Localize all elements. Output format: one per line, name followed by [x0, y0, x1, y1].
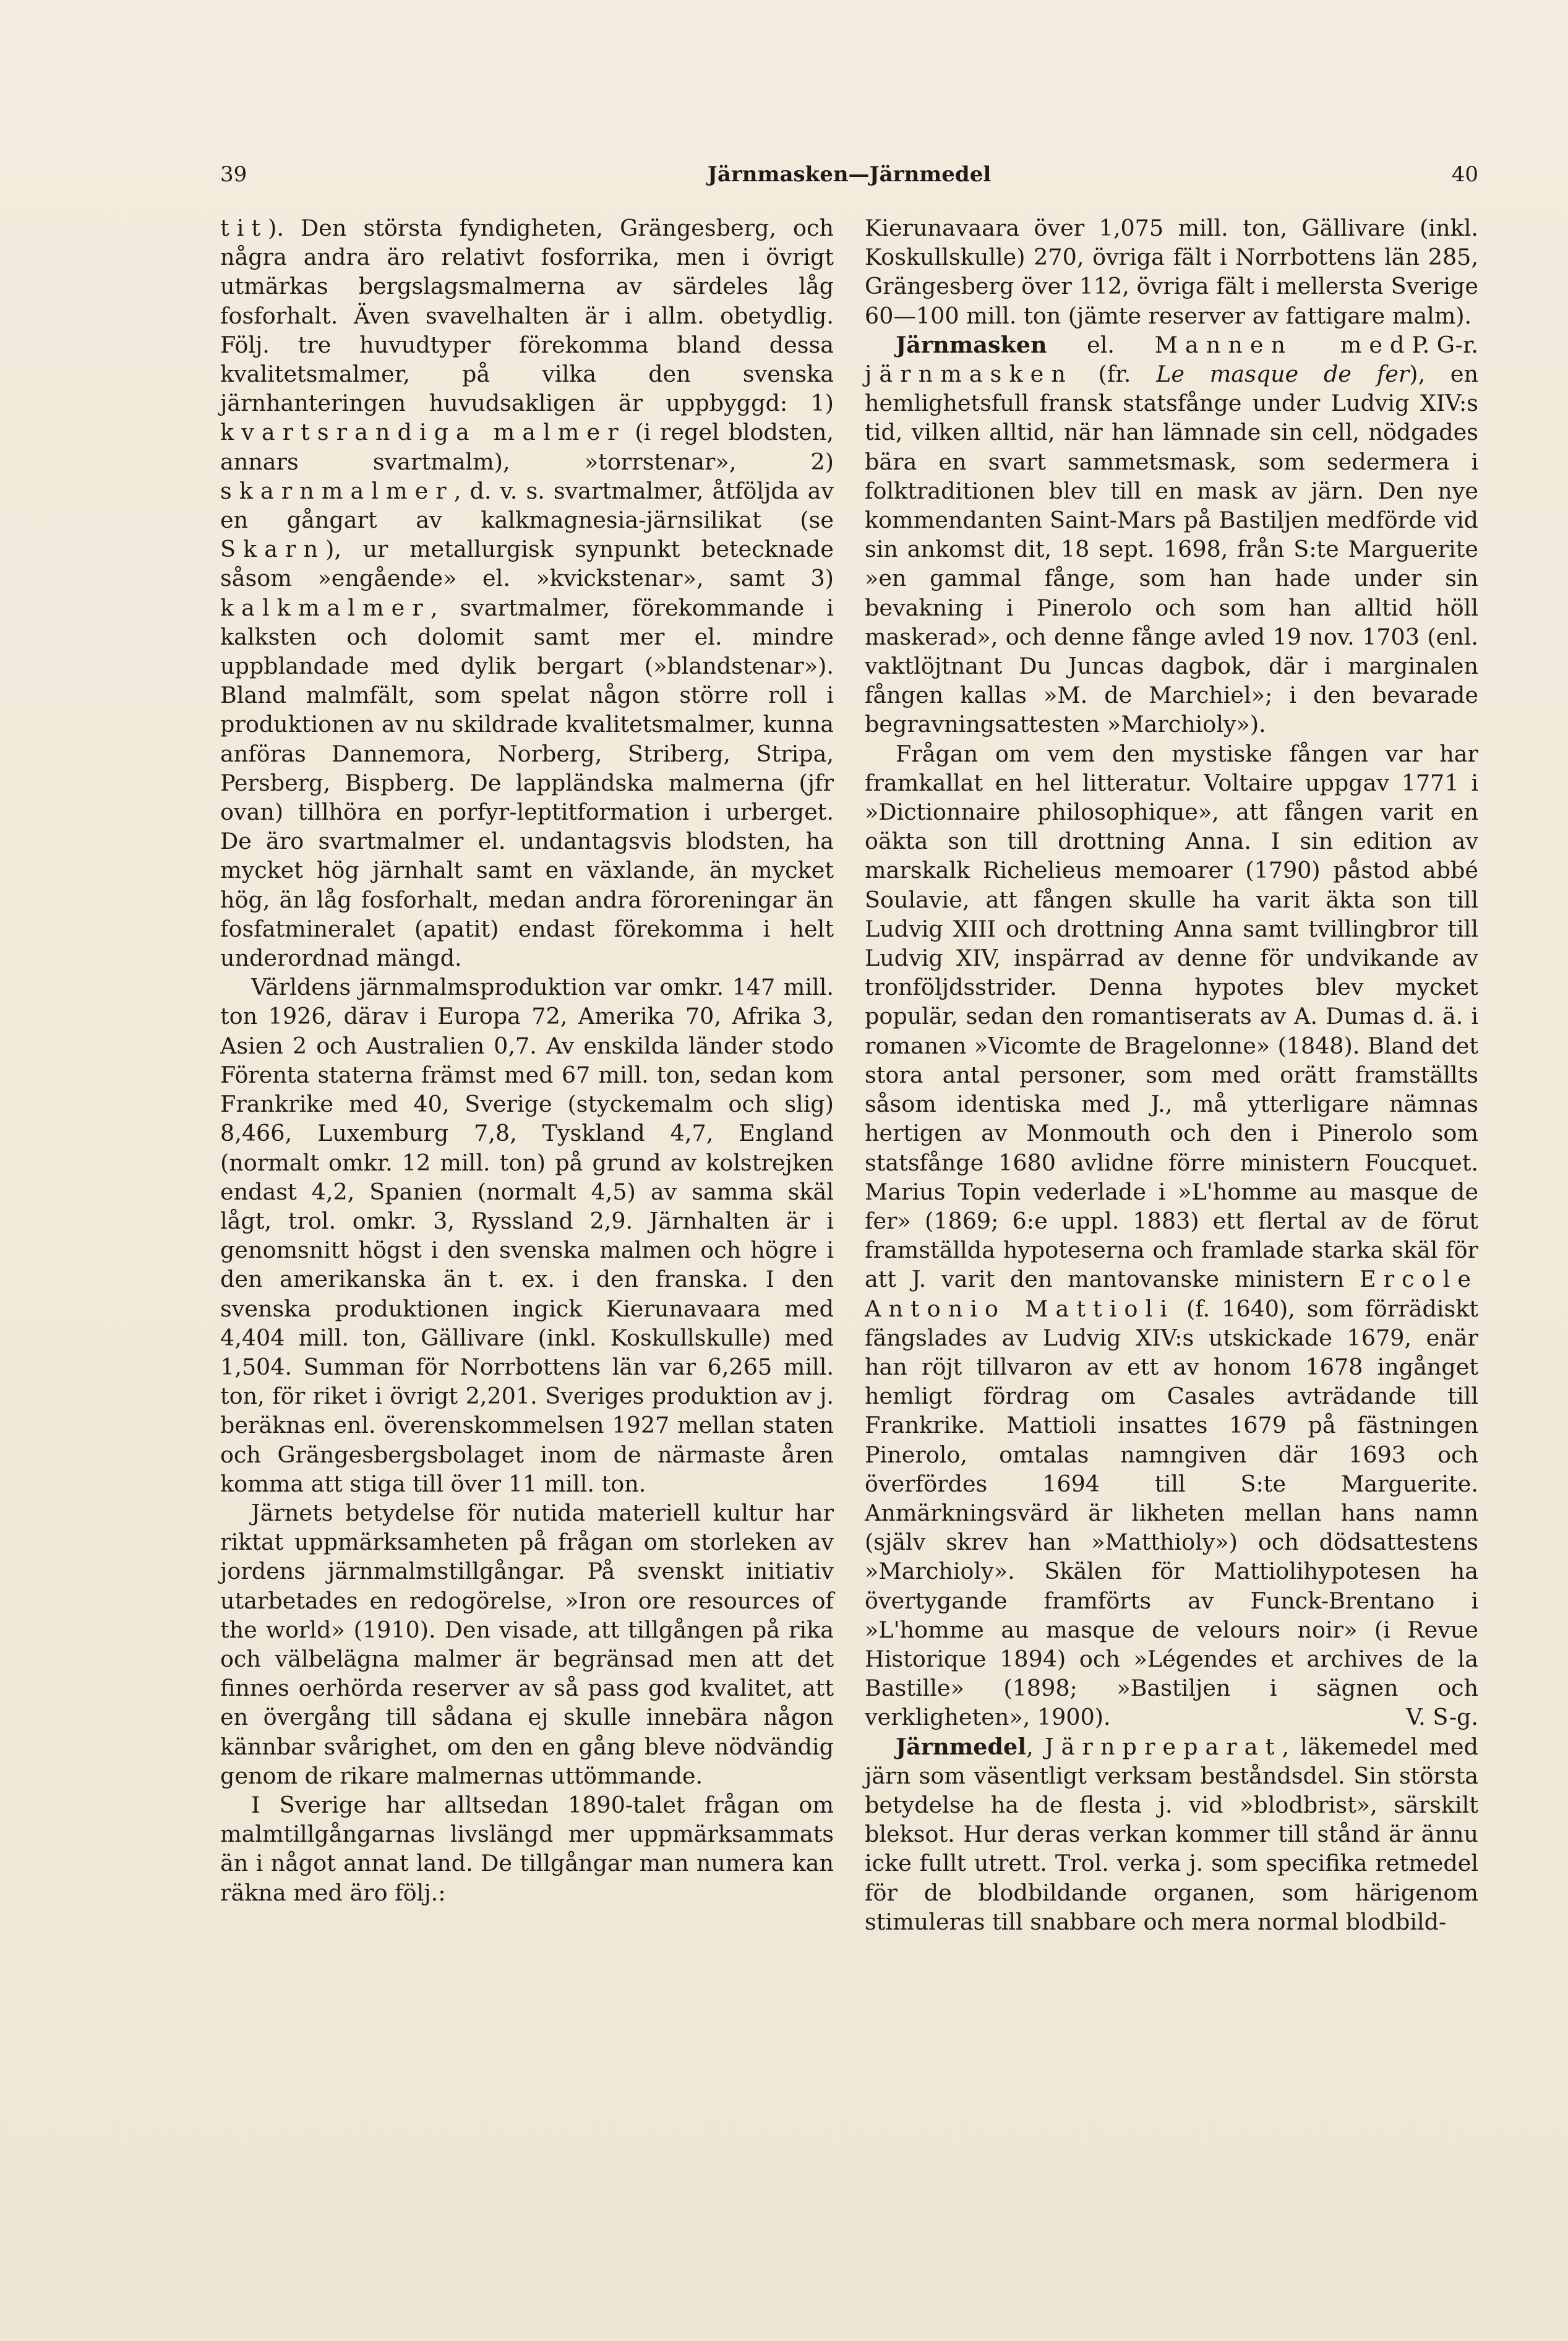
left-column: [220, 213, 834, 1907]
running-header: [220, 162, 1478, 193]
entry-headword: Järnmasken: [896, 331, 1047, 358]
paragraph-world-production: Världens järnmalmsproduktion var omkr. 147 mill. ton 1926, därav i Europa 72, Amerika 70, Afrika 3, Asien 2 och Australien 0,7. Av enskilda länder stodo Förenta staterna främst med 67 mill. ton, sedan kom Frankrike med 40, Sverige (styckemalm och slig) 8,466, Luxemburg 7,8, Tyskland 4,7, England (normalt omkr. 12 mill. ton) på grund av kolstrejken endast 4,2, Spanien (normalt 4,5) av samma skäl lågt, trol. omkr. 3, Ryssland 2,9. Järnhalten är i genomsnitt högst i den svenska malmen och högre i den amerikanska än t. ex. i den franska. I den svenska produktionen ingick Kierunavaara med 4,404 mill. ton, Gällivare (inkl. Koskullskulle) med 1,504. Summan för Norrbottens län var 6,265 mill. ton, för riket i övrigt 2,201. Sveriges produktion av j. beräknas enl. överenskommelsen 1927 mellan staten och Grängesbergsbolaget inom de närmaste åren komma att stiga till över 11 mill. ton.: [220, 974, 834, 1497]
paragraph-reserves-continued: Kierunavaara över 1,075 mill. ton, Gällivare (inkl. Koskullskulle) 270, övriga fält i Norrbottens län 285, Grängesberg över 112, övriga fält i mellersta Sverige 60—100 mill. ton (jämte reserver av fattigare malm). P. G-r.: [865, 213, 1478, 330]
paragraph-swedish-reserves: I Sverige har alltsedan 1890-talet frågan om malmtillgångarnas livslängd mer uppmärksammats än i något annat land. De tillgångar man numera kan räkna med äro följ.:: [220, 1791, 834, 1906]
paragraph-iron-significance: Järnets betydelse för nutida materiell kultur har riktat uppmärksamheten på frågan om storleken av jordens järnmalmstillgångar. På svenskt initiativ utarbetades en redogörelse, »Iron ore resources of the world» (1910). Den visade, att tillgången på rika och välbelägna malmer är begränsad men att det finnes oerhörda reserver av så pass god kvalitet, att en övergång till sådana ej skulle innebära någon kännbar svårighet, om den en gång bleve nödvändig genom de rikare malmernas uttömmande.: [220, 1499, 834, 1789]
entry-jarnmasken: Järnmasken el. Mannen med järnmasken (fr. Le masque de fer), en hemlighetsfull fransk statsfånge under Ludvig XIV:s tid, vilken alltid, när han lämnade sin cell, nödgades bära en svart sammetsmask, som sedermera i folktraditionen blev till en mask av järn. Den nye kommendanten Saint-Mars på Bastiljen medförde vid sin ankomst dit, 18 sept. 1698, från S:te Marguerite »en gammal fånge, som han hade under sin bevakning i Pinerolo och som han alltid höll maskerad», och denne fånge avled 19 nov. 1703 (enl. vaktlöjtnant Du Juncas dagbok, där i marginalen fången kallas »M. de Marchiel»; i den bevarade begravningsattesten »Marchioly»).: [865, 331, 1478, 738]
entry-jarnmedel: Järnmedel, Järnpreparat, läkemedel med järn som väsentligt verksam beståndsdel. Sin största betydelse ha de flesta j. vid »blodbrist», särskilt bleksot. Hur deras verkan kommer till stånd är ännu icke fullt utrett. Trol. verka j. som specifika retmedel för de blodbildande organen, som härigenom stimuleras till snabbare och mera normal blodbild-: [865, 1733, 1478, 1935]
running-title: Järnmasken—Järnmedel: [707, 162, 992, 187]
page-number-right: 40: [1451, 162, 1478, 187]
paragraph-ore-types: tit). Den största fyndigheten, Grängesberg, och några andra äro relativt fosforrika, men i övrigt utmärkas bergslagsmalmerna av särdeles låg fosforhalt. Även svavelhalten är i allm. obetydlig. Följ. tre huvudtyper förekomma bland dessa kvalitetsmalmer, på vilka den svenska järnhanteringen huvudsakligen är uppbyggd: 1) kvartsrandiga malmer (i regel blodsten, annars svartmalm), »torrstenar», 2) skarnmalmer, d. v. s. svartmalmer, åtföljda av en gångart av kalkmagnesia-järnsilikat (se Skarn), ur metallurgisk synpunkt betecknade såsom »engående» el. »kvickstenar», samt 3) kalkmalmer, svartmalmer, förekommande i kalksten och dolomit samt mer el. mindre uppblandade med dylik bergart (»blandstenar»). Bland malmfält, som spelat någon större roll i produktionen av nu skildrade kvalitetsmalmer, kunna anföras Dannemora, Norberg, Striberg, Stripa, Persberg, Bispberg. De lappländska malmerna (jfr ovan) tillhöra en porfyr-leptitformation i urberget. De äro svartmalmer el. undantagsvis blodsten, ha mycket hög järnhalt samt en växlande, än mycket hög, än låg fosforhalt, medan andra föroreningar än fosfatmineralet (apatit) endast förekomma i helt underordnad mängd.: [220, 215, 834, 972]
entry-headword: Järnmedel: [896, 1733, 1027, 1760]
paragraph-prisoner-identity: Frågan om vem den mystiske fången var har framkallat en hel litteratur. Voltaire uppgav 1771 i »Dictionnaire philosophique», att fången varit en oäkta son till drottning Anna. I sin edition av marskalk Richelieus memoarer (1790) påstod abbé Soulavie, att fången skulle ha varit äkta son till Ludvig XIII och drottning Anna samt tvillingbror till Ludvig XIV, inspärrad av denne för undvikande av tronföljdsstrider. Denna hypotes blev mycket populär, sedan den romantiserats av A. Dumas d. ä. i romanen »Vicomte de Bragelonne» (1848). Bland det stora antal personer, som med orätt framställts såsom identiska med J., må ytterligare nämnas hertigen av Monmouth och den i Pinerolo som statsfånge 1680 avlidne förre ministern Foucquet. Marius Topin vederlade i »L'homme au masque de fer» (1869; 6:e uppl. 1883) ett flertal av de förut framställda hypoteserna och framlade starka skäl för att J. varit den mantovanske ministern Ercole Antonio Mattioli (f. 1640), som förrädiskt fängslades av Ludvig XIV:s utskickade 1679, enär han röjt tillvaron av ett av honom 1678 ingånget hemligt fördrag om Casales avträdande till Frankrike. Mattioli insattes 1679 på fästningen Pinerolo, omtalas namngiven där 1693 och överfördes 1694 till S:te Marguerite. Anmärkningsvärd är likheten mellan hans namn (själv skrev han »Matthioly») och dödsattestens »Marchioly». Skälen för Mattiolihypotesen ha övertygande framförts av Funck-Brentano i »L'homme au masque de velours noir» (i Revue Historique 1894) och »Légendes et archives de la Bastille» (1898; »Bastiljen i sägnen och verkligheten», 1900). V. S-g.: [865, 739, 1478, 1732]
right-column: [865, 213, 1478, 1936]
author-signature: V. S-g.: [1406, 1704, 1478, 1731]
page-number-left: 39: [220, 162, 247, 187]
author-signature: P. G-r.: [1412, 331, 1478, 358]
